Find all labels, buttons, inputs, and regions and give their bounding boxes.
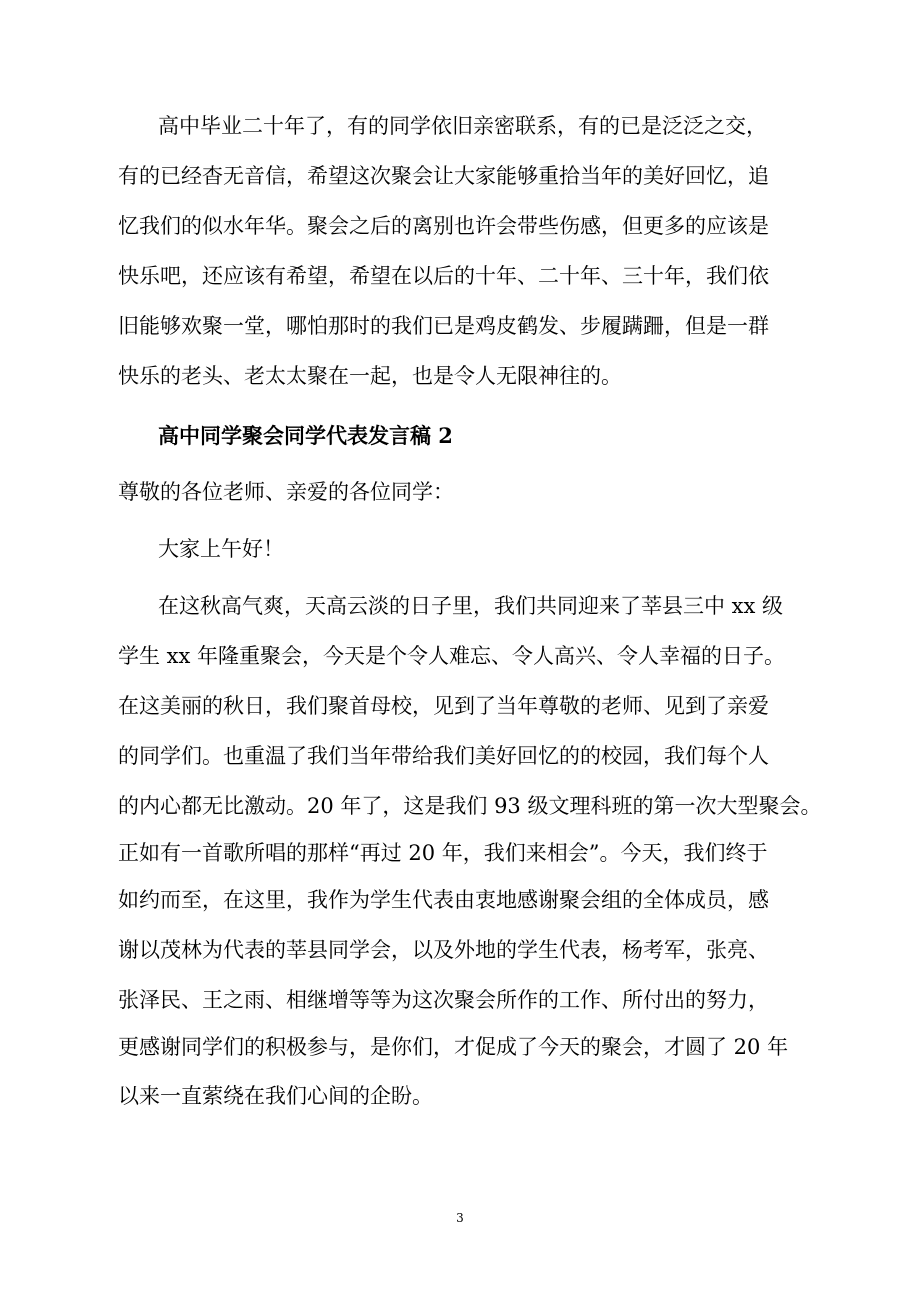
page-number: 3 (456, 1211, 464, 1225)
paragraph-line: 旧能够欢聚一堂，哪怕那时的我们已是鸡皮鹤发、步履蹒跚，但是一群 (118, 314, 769, 338)
paragraph-line: 正如有一首歌所唱的那样“再过 20 年，我们来相会”。今天，我们终于 (118, 841, 768, 865)
salutation: 尊敬的各位老师、亲爱的各位同学： (118, 480, 454, 504)
greeting: 大家上午好！ (158, 537, 284, 561)
paragraph-line: 更感谢同学们的积极参与，是你们，才促成了今天的聚会，才圆了 20 年 (118, 1035, 789, 1059)
paragraph-line: 以来一直萦绕在我们心间的企盼。 (118, 1084, 433, 1108)
paragraph-line: 张泽民、王之雨、相继增等等为这次聚会所作的工作、所付出的努力， (118, 988, 769, 1012)
paragraph-line: 的同学们。也重温了我们当年带给我们美好回忆的的校园，我们每个人 (118, 744, 769, 768)
paragraph-line: 高中毕业二十年了，有的同学依旧亲密联系，有的已是泛泛之交， (158, 114, 767, 138)
paragraph-line: 有的已经杳无音信，希望这次聚会让大家能够重拾当年的美好回忆，追 (118, 164, 769, 188)
paragraph-line: 忆我们的似水年华。聚会之后的离别也许会带些伤感，但更多的应该是 (118, 214, 769, 238)
paragraph-line: 如约而至，在这里，我作为学生代表由衷地感谢聚会组的全体成员，感 (118, 888, 769, 912)
paragraph-line: 在这秋高气爽，天高云淡的日子里，我们共同迎来了莘县三中 xx 级 (158, 594, 784, 618)
paragraph-line: 的内心都无比激动。20 年了，这是我们 93 级文理科班的第一次大型聚会。 (118, 794, 822, 818)
section-heading: 高中同学聚会同学代表发言稿 2 (158, 423, 453, 448)
paragraph-line: 学生 xx 年隆重聚会，今天是个令人难忘、令人高兴、令人幸福的日子。 (118, 644, 786, 668)
paragraph-line: 在这美丽的秋日，我们聚首母校，见到了当年尊敬的老师、见到了亲爱 (118, 694, 769, 718)
paragraph-line: 快乐吧，还应该有希望，希望在以后的十年、二十年、三十年，我们依 (118, 264, 769, 288)
paragraph-line: 谢以茂林为代表的莘县同学会，以及外地的学生代表，杨考军，张亮、 (118, 938, 769, 962)
paragraph-line: 快乐的老头、老太太聚在一起，也是令人无限神往的。 (118, 364, 622, 388)
